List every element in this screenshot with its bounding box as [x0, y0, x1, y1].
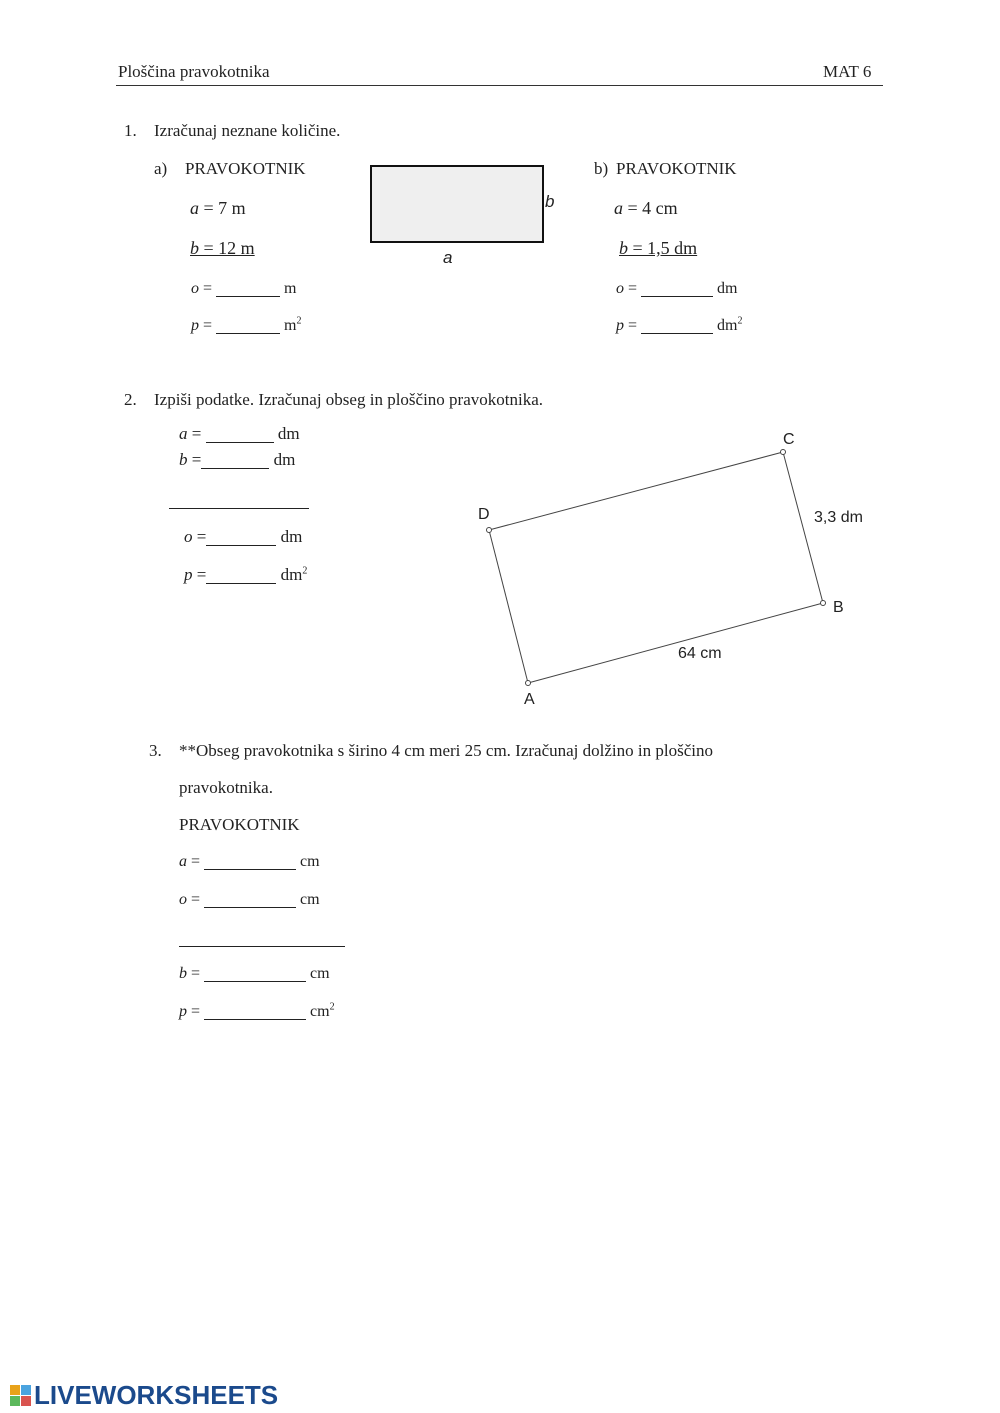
superscript-2: 2: [296, 315, 302, 327]
b-unit: cm: [310, 965, 330, 982]
var-a: a: [179, 853, 187, 870]
vertex-b-point: [821, 601, 826, 606]
task1b-o-answer-input[interactable]: [641, 280, 713, 297]
task2-p-row: [184, 565, 307, 585]
var-o: o: [179, 891, 187, 908]
equals-sign: =: [628, 317, 638, 334]
var-b: b: [179, 965, 187, 982]
superscript-2: 2: [737, 315, 743, 327]
task3-number: 3.: [149, 741, 162, 760]
o-unit: dm: [717, 280, 738, 297]
task3-shape: PRAVOKOTNIK: [179, 815, 300, 834]
liveworksheets-logo-icon: [10, 1385, 32, 1407]
vertex-b-label: B: [833, 599, 844, 616]
task3-p-answer-input[interactable]: [204, 1003, 306, 1020]
task3-o-row: [179, 891, 320, 909]
figure-side-a-label: a: [443, 248, 453, 267]
o-unit: dm: [280, 527, 303, 546]
var-b: b: [190, 238, 199, 258]
b-value: = 12 m: [203, 238, 255, 258]
var-b: b: [619, 238, 628, 258]
a-value: = 4 cm: [627, 198, 678, 218]
p-unit: dm: [280, 565, 303, 584]
var-o: o: [191, 280, 199, 297]
task1a-o-row: [191, 280, 296, 298]
equals-sign: =: [628, 280, 638, 297]
task1a-label: a): [154, 159, 168, 178]
task3-prompt-line1: **Obseg pravokotnika s širino 4 cm meri 25 cm. Izračunaj dolžino in ploščino: [179, 741, 713, 760]
task3-prompt-line2: pravokotnika.: [179, 778, 273, 797]
task3-p-row: [179, 1003, 335, 1021]
task2-a-answer-input[interactable]: [206, 426, 274, 443]
o-unit: m: [284, 280, 297, 297]
course-label: MAT 6: [823, 62, 872, 81]
task1b-label: b): [594, 159, 609, 178]
equals-sign: =: [191, 450, 202, 469]
a-unit: dm: [277, 424, 300, 443]
task1a-p-row: [191, 317, 301, 335]
task1a-o-answer-input[interactable]: [216, 280, 280, 297]
a-value: = 7 m: [203, 198, 246, 218]
vertex-c-label: C: [783, 431, 795, 448]
task1a-p-answer-input[interactable]: [216, 317, 280, 334]
task1b-o-row: [616, 280, 737, 298]
side-ab-length: 64 cm: [678, 645, 722, 662]
equals-sign: =: [196, 527, 207, 546]
task1a-shape: PRAVOKOTNIK: [185, 159, 306, 178]
equals-sign: =: [191, 424, 202, 443]
header-divider: [116, 85, 883, 86]
equals-sign: =: [191, 853, 201, 870]
equals-sign: =: [191, 1003, 201, 1020]
task2-b-answer-input[interactable]: [201, 452, 269, 469]
var-p: p: [184, 565, 193, 584]
var-a: a: [179, 424, 188, 443]
task3-work-input[interactable]: [179, 930, 345, 947]
rectangle-figure: [370, 165, 544, 243]
var-p: p: [191, 317, 199, 334]
vertex-a-label: A: [524, 691, 535, 708]
side-bc-length: 3,3 dm: [814, 509, 863, 526]
vertex-d-label: D: [478, 506, 490, 523]
o-unit: cm: [300, 891, 320, 908]
task1-number: 1.: [124, 121, 137, 140]
vertex-c-point: [781, 450, 786, 455]
task2-number: 2.: [124, 390, 137, 409]
task1b-p-answer-input[interactable]: [641, 317, 713, 334]
equals-sign: =: [191, 965, 201, 982]
task1b-a-given: [614, 198, 678, 219]
figure-side-b-label: b: [545, 192, 555, 211]
task3-b-answer-input[interactable]: [204, 965, 306, 982]
task2-a-row: [179, 424, 300, 444]
worksheet-title: Ploščina pravokotnika: [118, 62, 270, 81]
task1b-p-row: [616, 317, 742, 335]
superscript-2: 2: [329, 1001, 335, 1013]
task3-a-answer-input[interactable]: [204, 853, 296, 870]
b-value: = 1,5 dm: [632, 238, 698, 258]
task1b-shape: PRAVOKOTNIK: [616, 159, 737, 178]
task3-b-row: [179, 965, 330, 983]
task1a-a-given: [190, 198, 246, 219]
a-unit: cm: [300, 853, 320, 870]
var-o: o: [616, 280, 624, 297]
equals-sign: =: [203, 317, 213, 334]
task1a-b-given: [190, 238, 255, 259]
var-b: b: [179, 450, 188, 469]
equals-sign: =: [191, 891, 201, 908]
var-o: o: [184, 527, 193, 546]
equals-sign: =: [203, 280, 213, 297]
p-unit: m: [284, 317, 297, 334]
task1b-b-given: [619, 238, 697, 259]
b-unit: dm: [273, 450, 296, 469]
brand-logo-text: LIVEWORKSHEETS: [34, 1380, 279, 1410]
task2-prompt: Izpiši podatke. Izračunaj obseg in ploščino pravokotnika.: [154, 390, 543, 409]
var-a: a: [190, 198, 199, 218]
task1-prompt: Izračunaj neznane količine.: [154, 121, 341, 140]
var-a: a: [614, 198, 623, 218]
task2-o-row: [184, 527, 302, 547]
task2-o-answer-input[interactable]: [206, 529, 276, 546]
p-unit: cm: [310, 1003, 330, 1020]
p-unit: dm: [717, 317, 738, 334]
task2-p-answer-input[interactable]: [206, 567, 276, 584]
superscript-2: 2: [302, 565, 308, 577]
var-p: p: [179, 1003, 187, 1020]
rotated-rectangle-lines: [460, 420, 900, 720]
task3-o-answer-input[interactable]: [204, 891, 296, 908]
vertex-a-point: [526, 681, 531, 686]
task2-b-row: [179, 450, 295, 470]
task2-conversion-input[interactable]: [169, 492, 309, 509]
equals-sign: =: [196, 565, 207, 584]
task3-a-row: [179, 853, 320, 871]
var-p: p: [616, 317, 624, 334]
vertex-d-point: [487, 528, 492, 533]
